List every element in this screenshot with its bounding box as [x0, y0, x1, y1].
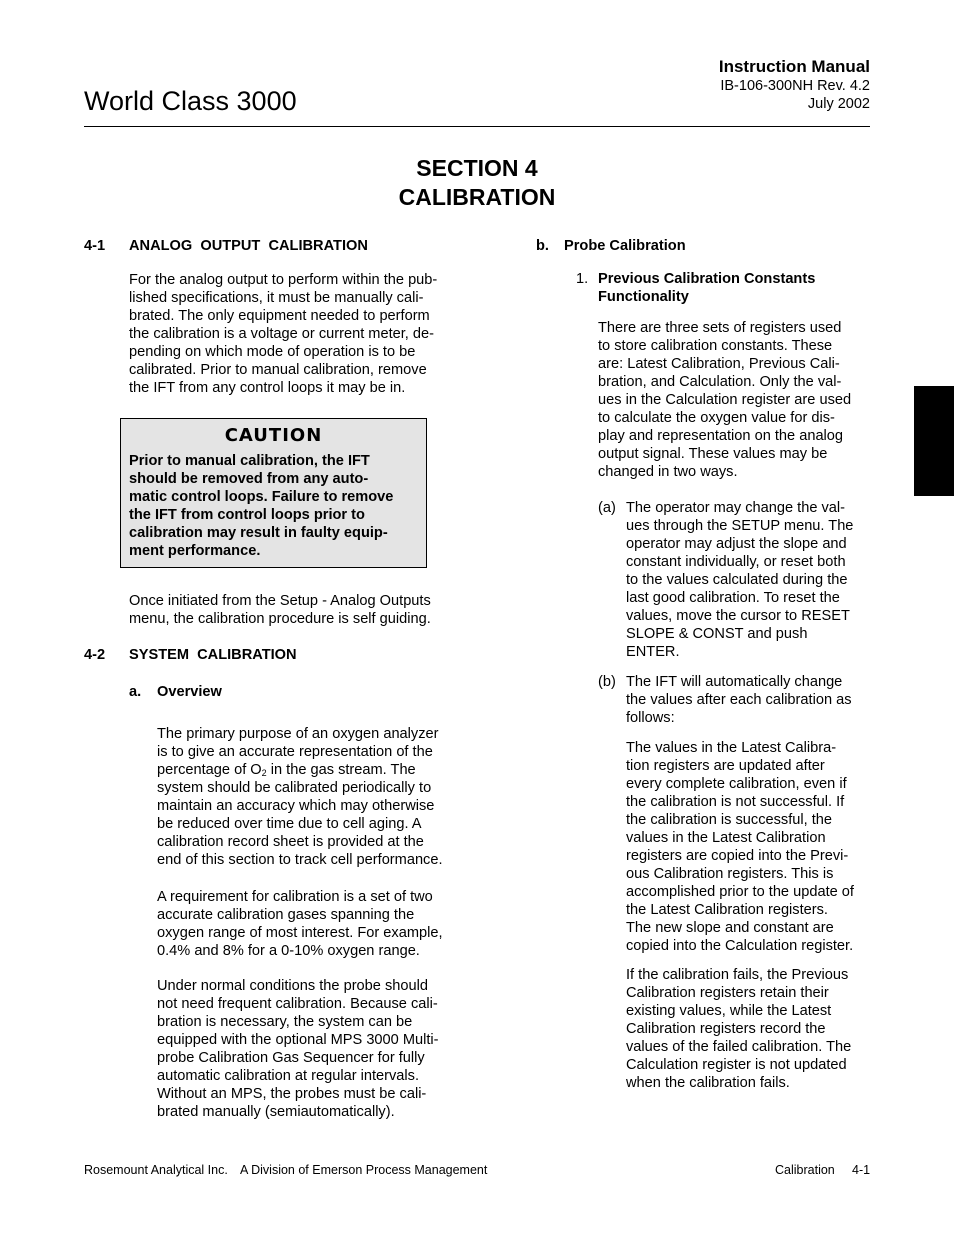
paragraph-analog-output: For the analog output to perform within the pub- lished specifications, it must be manually cali- brated. The only equipment needed to perform the calibration is a voltage or current meter, de- pending on which mode of operation is to be calibrated. Prior to manual calibration, remove the IFT from any control loops it may be in. — [129, 272, 438, 396]
document-date: July 2002 — [807, 96, 870, 112]
document-number: IB-106-300NH Rev. 4.2 — [720, 78, 870, 94]
subheading-overview: Overview — [157, 684, 222, 700]
item-1-title: Previous Calibration Constants Functionality — [598, 271, 816, 305]
item-a-text: The operator may change the val- ues through the SETUP menu. The operator may adjust the slope and constant individually, or reset both to the values calculated during the last good calibration. To reset the values, move the cursor to RESET SLOPE & CONST and push ENTER. — [626, 500, 854, 660]
subheading-a-label: a. — [129, 684, 142, 700]
paragraph-overview-mps: Under normal conditions the probe should not need frequent calibration. Because cali- bration is necessary, the system can be equipped with the optional MPS 3000 Multi- probe Calibration Gas Sequencer for fully automatic calibration at regular intervals. Without an MPS, the probes must be cali- brated manually (semiautomatically). — [157, 978, 439, 1120]
subheading-b-label: b. — [536, 238, 549, 254]
document-title: World Class 3000 — [84, 86, 297, 116]
footer-division: A Division of Emerson Process Management — [240, 1163, 488, 1177]
section-tab-marker — [914, 386, 954, 496]
paragraph-calibration-fails: If the calibration fails, the Previous Calibration registers retain their existing values, while the Latest Calibration registers record the values of the failed calibration. The Calculation register is not updated when the calibration fails. — [626, 967, 852, 1091]
paragraph-overview-gases: A requirement for calibration is a set of two accurate calibration gases spanning the oxygen range of most interest. For example, 0.4% and 8% for a 0-10% oxygen range. — [157, 889, 443, 959]
footer-page-number: 4-1 — [852, 1163, 871, 1177]
heading-4-2-title: SYSTEM CALIBRATION — [129, 647, 297, 663]
item-1-number: 1. — [576, 271, 589, 287]
footer-company: Rosemount Analytical Inc. — [84, 1163, 228, 1177]
heading-4-1-number: 4-1 — [84, 238, 106, 254]
item-a-number: (a) — [598, 500, 616, 516]
paragraph-latest-calibration: The values in the Latest Calibra- tion registers are updated after every complete calibration, even if the calibration is not successful. If the calibration is successful, the values in the Latest Calibration registers are copied into the Previ- ous Calibration registers. This is accomplished prior to the update of the Latest Calibration registers. The new slope and constant are copied into the Calculation register. — [626, 740, 854, 954]
header-rule — [84, 126, 870, 127]
subheading-probe-calibration: Probe Calibration — [564, 238, 686, 254]
section-number: SECTION 4 — [416, 155, 538, 181]
heading-4-2-number: 4-2 — [84, 647, 106, 663]
caution-box — [120, 418, 427, 568]
caution-text: Prior to manual calibration, the IFT should be removed from any auto- matic control loops. Failure to remove the IFT from control loops prior to calibration may result in faulty equip- ment performance. — [129, 453, 394, 559]
section-title: CALIBRATION — [398, 184, 556, 210]
paragraph-overview-purpose: The primary purpose of an oxygen analyzer is to give an accurate representation of the percentage of $O_2$ in the gas stream. The system should be calibrated periodically to maintain an accuracy which may otherwise be reduced over time due to cell aging. A calibration record sheet is provided at the end of this section to track cell performance. — [157, 726, 443, 868]
paragraph-registers: There are three sets of registers used to store calibration constants. These are: Latest Calibration, Previous Cali- bration, and Calculation. Only the val- ues in the Calculation register are used to calculate the oxygen value for dis- play and representation on the analog output signal. These values may be changed in two ways. — [598, 320, 852, 480]
footer-section-name: Calibration — [775, 1163, 835, 1177]
item-b-number: (b) — [598, 674, 616, 690]
paragraph-self-guiding: Once initiated from the Setup - Analog Outputs menu, the calibration procedure is self guiding. — [129, 593, 431, 627]
manual-label: Instruction Manual — [718, 57, 870, 76]
item-b-text: The IFT will automatically change the values after each calibration as follows: — [626, 674, 852, 726]
heading-4-1-title: ANALOG OUTPUT CALIBRATION — [129, 238, 368, 254]
header-info — [570, 56, 870, 113]
caution-heading: CAUTION — [224, 425, 323, 446]
